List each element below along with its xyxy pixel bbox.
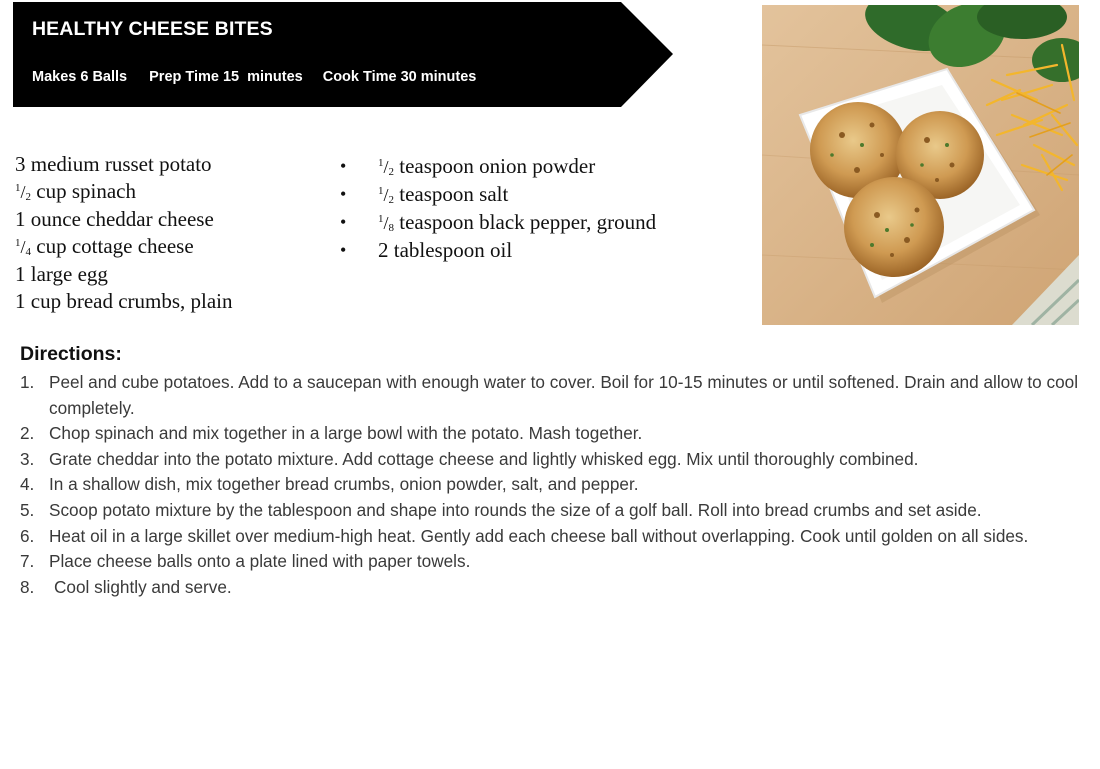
step-number: 5. — [20, 499, 35, 520]
ingredients-list-right — [340, 153, 656, 264]
step-text: Grate cheddar into the potato mixture. Add cottage cheese and lightly whisked egg. Mix until thoroughly combined. — [49, 448, 919, 469]
prep-time-unit: minutes — [247, 69, 303, 85]
cook-time-value: 30 minutes — [400, 69, 477, 85]
step-text: Cool slightly and serve. — [54, 576, 232, 597]
direction-step — [20, 524, 1080, 550]
direction-step — [20, 549, 1080, 575]
ingredient-item: $^1/_4$ cup cottage cheese — [15, 234, 194, 258]
step-number: 6. — [20, 525, 35, 546]
bullet-icon: • — [340, 212, 347, 232]
prep-time-value: 15 — [222, 69, 240, 85]
direction-step — [20, 575, 1080, 601]
recipe-header-banner — [13, 2, 673, 107]
ingredient-item: 1 large egg — [15, 262, 108, 286]
ingredient-item: 1 ounce cheddar cheese — [15, 207, 214, 231]
step-number: 2. — [20, 423, 35, 444]
step-text: Chop spinach and mix together in a large bowl with the potato. Mash together. — [49, 423, 643, 444]
fraction: $^1/_2$ — [378, 185, 395, 206]
ingredient-item: $^1/_2$ cup spinach — [15, 179, 136, 203]
step-text: Peel and cube potatoes. Add to a saucepan with enough water to cover. Boil for 10-15 minutes or until softened. Drain and allow to cool completely. — [49, 372, 1079, 418]
step-text: Scoop potato mixture by the tablespoon and shape into rounds the size of a golf ball. Roll into bread crumbs and set aside. — [49, 499, 982, 520]
direction-step — [20, 472, 1080, 498]
prep-time — [149, 69, 303, 85]
fraction: $^1/_4$ — [15, 237, 32, 258]
directions-heading: Directions: — [20, 343, 122, 365]
fraction: $^1/_8$ — [378, 213, 395, 234]
cheese-balls-photo — [762, 5, 1079, 325]
step-text: In a shallow dish, mix together bread crumbs, onion powder, salt, and pepper. — [49, 474, 639, 495]
direction-step — [20, 370, 1080, 421]
bullet-icon: • — [340, 156, 347, 176]
ingredient-item: • 2 tablespoon oil — [340, 238, 513, 262]
direction-step — [20, 447, 1080, 473]
ingredients-list-left — [15, 151, 233, 315]
bullet-icon: • — [340, 184, 347, 204]
fraction: $^1/_2$ — [378, 157, 395, 178]
ingredient-item: • $^1/_8$ teaspoon black pepper, ground — [340, 210, 657, 234]
cook-time — [323, 69, 477, 85]
step-number: 7. — [20, 551, 35, 572]
ingredient-item: • $^1/_2$ teaspoon onion powder — [340, 154, 596, 178]
bullet-icon: • — [340, 240, 347, 260]
direction-step — [20, 498, 1080, 524]
ingredient-item: • $^1/_2$ teaspoon salt — [340, 182, 509, 206]
step-text: Place cheese balls onto a plate lined with paper towels. — [49, 551, 471, 572]
recipe-title: HEALTHY CHEESE BITES — [32, 18, 273, 40]
step-number: 3. — [20, 448, 35, 469]
fraction: $^1/_2$ — [15, 182, 32, 203]
step-text: Heat oil in a large skillet over medium-high heat. Gently add each cheese ball without overlapping. Cook until golden on all sides. — [49, 525, 1029, 546]
direction-step — [20, 421, 1080, 447]
step-number: 1. — [20, 372, 35, 392]
step-number: 8. — [20, 576, 35, 597]
ingredient-item: 1 cup bread crumbs, plain — [15, 289, 233, 313]
makes-label: Makes 6 Balls — [32, 69, 128, 85]
cook-time-label: Cook Time — [322, 69, 397, 85]
ingredient-item: 3 medium russet potato — [15, 152, 212, 176]
food-photo-illustration — [762, 5, 1079, 325]
prep-time-label: Prep Time — [149, 69, 219, 85]
recipe-meta — [32, 69, 476, 85]
step-number: 4. — [20, 474, 35, 495]
directions-list — [20, 370, 1080, 600]
